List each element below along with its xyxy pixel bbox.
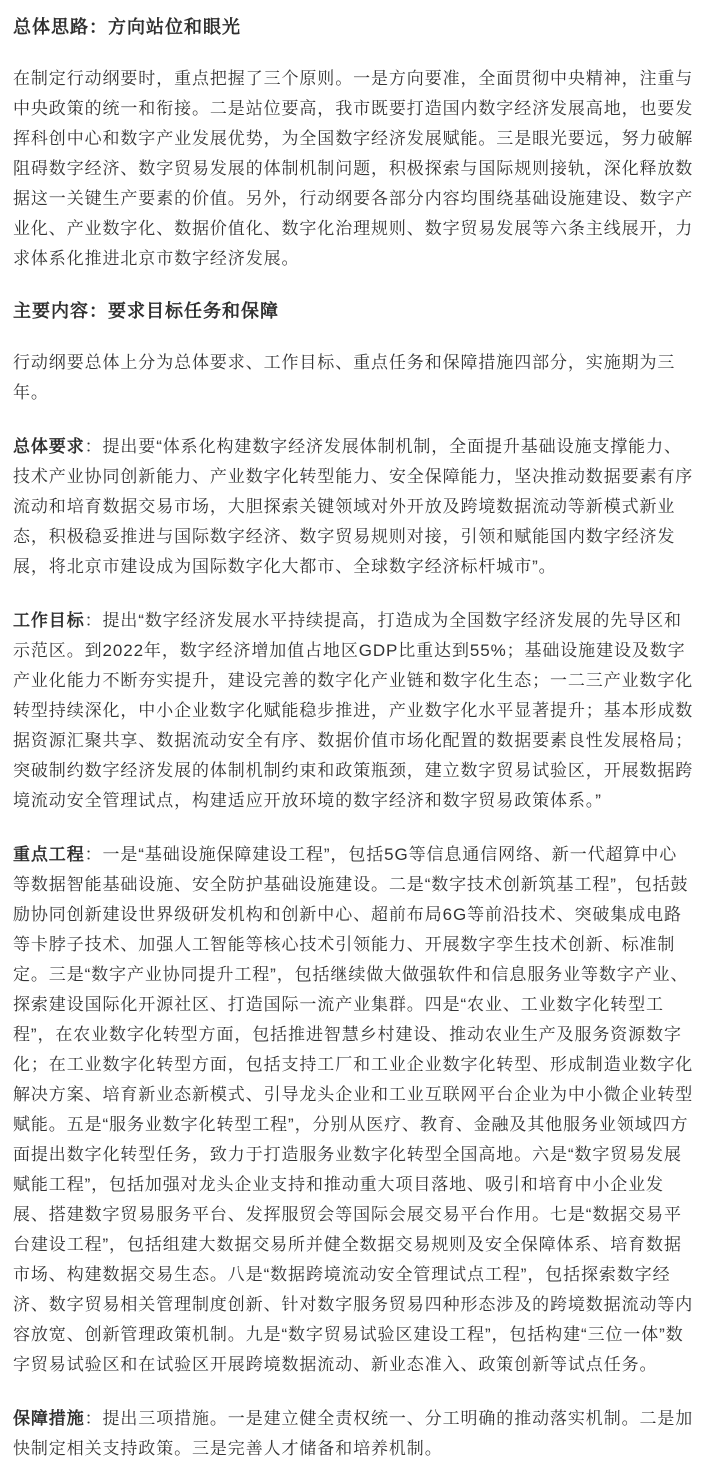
paragraph-overall-requirements <box>13 432 694 582</box>
text-key-projects: ：一是“基础设施保障建设工程”，包括5G等信息通信网络、新一代超算中心等数据智能基础设施、安全防护基础设施建设。二是“数字技术创新筑基工程”，包括鼓励协同创新建设世界级研发机构和创新中心、超前布局6G等前沿技术、突破集成电路等卡脖子技术、加强人工智能等核心技术引领能力、开展数字孪生技术创新、标准制定。三是“数字产业协同提升工程”，包括继续做大做强软件和信息服务业等数字产业、探索建设国际化开源社区、打造国际一流产业集群。四是“农业、工业数字化转型工程”，在农业数字化转型方面，包括推进智慧乡村建设、推动农业生产及服务资源数字化；在工业数字化转型方面，包括支持工厂和工业企业数字化转型、形成制造业数字化解决方案、培育新业态新模式、引导龙头企业和工业互联网平台企业为中小微企业转型赋能。五是“服务业数字化转型工程”，分别从医疗、教育、金融及其他服务业领域四方面提出数字化转型任务，致力于打造服务业数字化转型全国高地。六是“数字贸易发展赋能工程”，包括加强对龙头企业支持和推动重大项目落地、吸引和培育中小企业发展、搭建数字贸易服务平台、发挥服贸会等国际会展交易平台作用。七是“数据交易平台建设工程”，包括组建大数据交易所并健全数据交易规则及安全保障体系、培育数据市场、构建数据交易生态。八是“数据跨境流动安全管理试点工程”，包括探索数字经济、数字贸易相关管理制度创新、针对数字服务贸易四种形态涉及的跨境数据流动等内容放宽、创新管理政策机制。九是“数字贸易试验区建设工程”，包括构建“三位一体”数字贸易试验区和在试验区开展跨境数据流动、新业态准入、政策创新等试点任务。 <box>13 845 694 1374</box>
label-safeguard-measures: 保障措施 <box>13 1409 85 1428</box>
paragraph-safeguard-measures <box>13 1404 694 1464</box>
paragraph-key-projects <box>13 840 694 1380</box>
paragraph-three-principles: 在制定行动纲要时，重点把握了三个原则。一是方向要准，全面贯彻中央精神，注重与中央政策的统一和衔接。二是站位要高，我市既要打造国内数字经济发展高地，也要发挥科创中心和数字产业发展优势，为全国数字经济发展赋能。三是眼光要远，努力破解阻碍数字经济、数字贸易发展的体制机制问题，积极探索与国际规则接轨，深化释放数据这一关键生产要素的价值。另外，行动纲要各部分内容均围绕基础设施建设、数字产业化、产业数字化、数据价值化、数字化治理规则、数字贸易发展等六条主线展开，力求体系化推进北京市数字经济发展。 <box>13 69 694 268</box>
label-key-projects: 重点工程 <box>13 845 85 864</box>
label-overall-requirements: 总体要求 <box>13 437 85 456</box>
section-heading-main-content: 主要内容：要求目标任务和保障 <box>13 301 279 321</box>
text-safeguard-measures: ：提出三项措施。一是建立健全责权统一、分工明确的推动落实机制。二是加快制定相关支持政策。三是完善人才储备和培养机制。 <box>13 1409 694 1458</box>
section-heading-overall-approach: 总体思路：方向站位和眼光 <box>13 17 241 37</box>
text-overall-requirements: ：提出要“体系化构建数字经济发展体制机制，全面提升基础设施支撑能力、技术产业协同创新能力、产业数字化转型能力、安全保障能力，坚决推动数据要素有序流动和培育数据交易市场，大胆探索关键领域对外开放及跨境数据流动等新模式新业态，积极稳妥推进与国际数字经济、数字贸易规则对接，引领和赋能国内数字经济发展，将北京市建设成为国际数字化大都市、全球数字经济标杆城市”。 <box>13 437 694 576</box>
paragraph-outline-structure: 行动纲要总体上分为总体要求、工作目标、重点任务和保障措施四部分，实施期为三年。 <box>13 353 676 402</box>
label-work-goals: 工作目标 <box>13 611 85 630</box>
paragraph-work-goals <box>13 606 694 816</box>
text-work-goals: ：提出“数字经济发展水平持续提高，打造成为全国数字经济发展的先导区和示范区。到2022年，数字经济增加值占地区GDP比重达到55%；基础设施建设及数字产业化能力不断夯实提升，建设完善的数字化产业链和数字化生态；一二三产业数字化转型持续深化，中小企业数字化赋能稳步推进，产业数字化水平显著提升；基本形成数据资源汇聚共享、数据流动安全有序、数据价值市场化配置的数据要素良性发展格局；突破制约数字经济发展的体制机制约束和政策瓶颈，建立数字贸易试验区，开展数据跨境流动安全管理试点，构建适应开放环境的数字经济和数字贸易政策体系。” <box>13 611 694 810</box>
